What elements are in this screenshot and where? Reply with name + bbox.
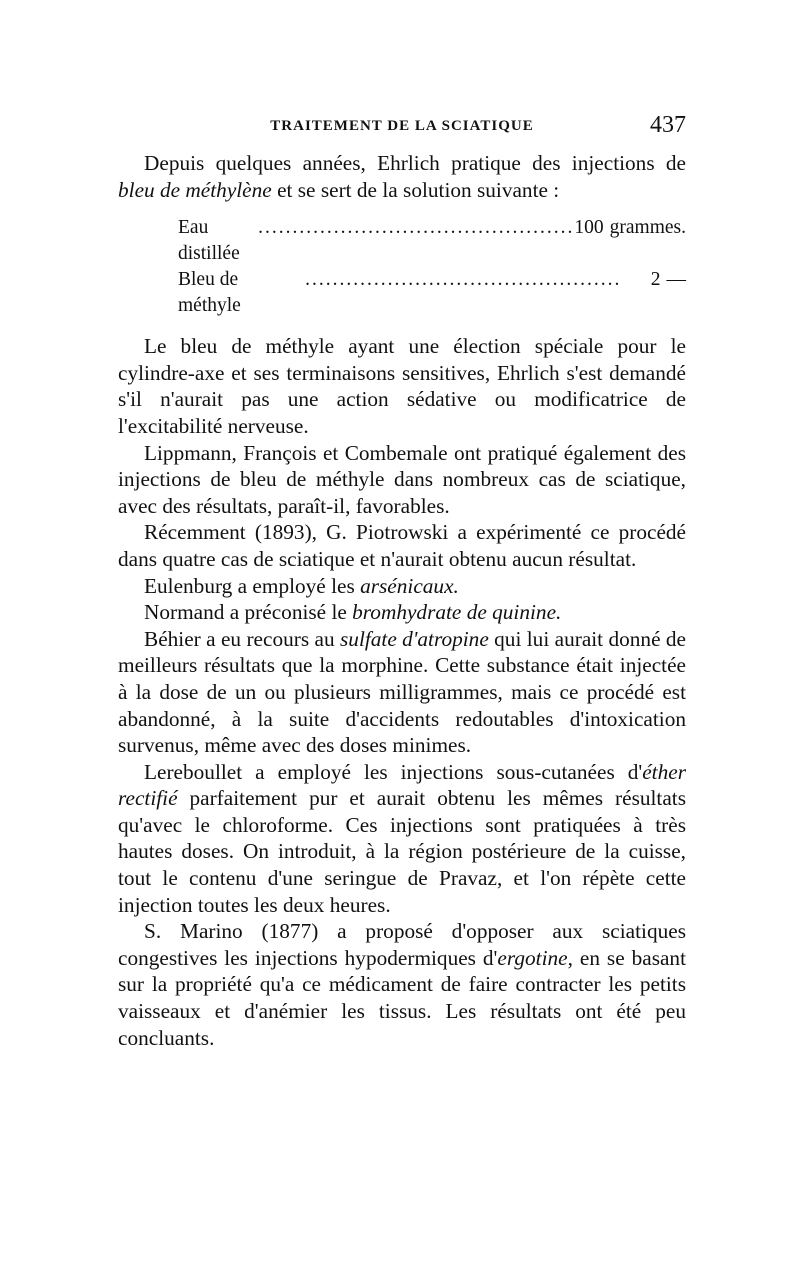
- paragraph: [118, 599, 686, 626]
- paragraph-text: Lereboullet a employé les injections sous-cutanées d': [144, 759, 643, 784]
- recipe-row: [178, 215, 686, 267]
- paragraph: [118, 918, 686, 1051]
- recipe-quantity: 100: [574, 217, 604, 239]
- recipe-ingredient: Eau distillée: [178, 217, 240, 265]
- recipe-row: [178, 267, 686, 319]
- page-number: 437: [650, 112, 686, 138]
- recipe-quantity: 2: [650, 269, 661, 291]
- paragraph-text: Normand a préconisé le: [144, 600, 353, 625]
- paragraph-emphasis: sulfate d'atropine: [340, 626, 489, 651]
- intro-text-end: et se sert de la solution suivante :: [271, 177, 560, 202]
- paragraph-text: qui lui aurait donné de meilleurs résultats que la morphine. Cette substance était injectée à la dose de un ou plusieurs milligrammes, mais ce procédé est abandonné, à la suite d'accidents redoutables d'intoxication survenus, même avec des doses minimes.: [118, 626, 687, 758]
- paragraph-emphasis: bromhydrate de quinine.: [352, 600, 562, 625]
- page-header: [118, 112, 686, 142]
- leader-dots: ..............................................: [258, 217, 575, 239]
- body-text: [118, 150, 686, 1051]
- recipe-unit: —: [666, 269, 686, 291]
- paragraph: Le bleu de méthyle ayant une élection spéciale pour le cylindre-axe et ses terminaisons sensitives, Ehrlich s'est demandé s'il n'aurait pas une action sédative ou modificatrice de l'excitabilité nerveuse.: [118, 334, 686, 438]
- paragraph: [118, 573, 686, 600]
- intro-emphasis: bleu de méthylène: [118, 177, 272, 202]
- paragraph-text: S. Marino (1877) a proposé d'opposer aux sciatiques congestives les injections hypodermiques d': [118, 919, 686, 970]
- recipe-unit: grammes.: [609, 217, 686, 239]
- paragraph: Récemment (1893), G. Piotrowski a expérimenté ce procédé dans quatre cas de sciatique et n'aurait obtenu aucun résultat.: [118, 520, 686, 571]
- leader-dots: ..............................................: [305, 269, 622, 291]
- recipe-table: [178, 215, 686, 319]
- paragraph-text: parfaitement pur et aurait obtenu les mêmes résultats qu'avec le chloroforme. Ces injections sont pratiquées à très hautes doses. On introduit, à la région postérieure de la cuisse, tout le contenu d'une seringue de Pravaz, et l'on répète cette injection toutes les deux heures.: [118, 786, 686, 917]
- paragraph-emphasis: arsénicaux.: [360, 573, 459, 598]
- recipe-ingredient: Bleu de méthyle: [178, 269, 241, 317]
- paragraph-intro: [118, 150, 686, 203]
- paragraph: Lippmann, François et Combemale ont pratiqué également des injections de bleu de méthyle dans nombreux cas de sciatique, avec des résultats, paraît-il, favorables.: [118, 440, 686, 518]
- paragraph: [118, 626, 686, 759]
- running-head: TRAITEMENT DE LA SCIATIQUE: [270, 118, 534, 134]
- intro-text: Depuis quelques années, Ehrlich pratique des injections de: [144, 151, 686, 175]
- paragraph-emphasis: ergotine: [497, 945, 568, 970]
- paragraph-text: , en se basant sur la propriété qu'a ce médicament de faire contracter les petits vaisseaux et d'anémier les tissus. Les résultats ont été peu concluants.: [118, 945, 687, 1050]
- paragraph-text: Eulenburg a employé les: [144, 573, 361, 598]
- paragraph: [118, 759, 686, 919]
- paragraph-emphasis: éther rectifié: [118, 759, 686, 811]
- paragraph-text: Béhier a eu recours au: [144, 626, 341, 651]
